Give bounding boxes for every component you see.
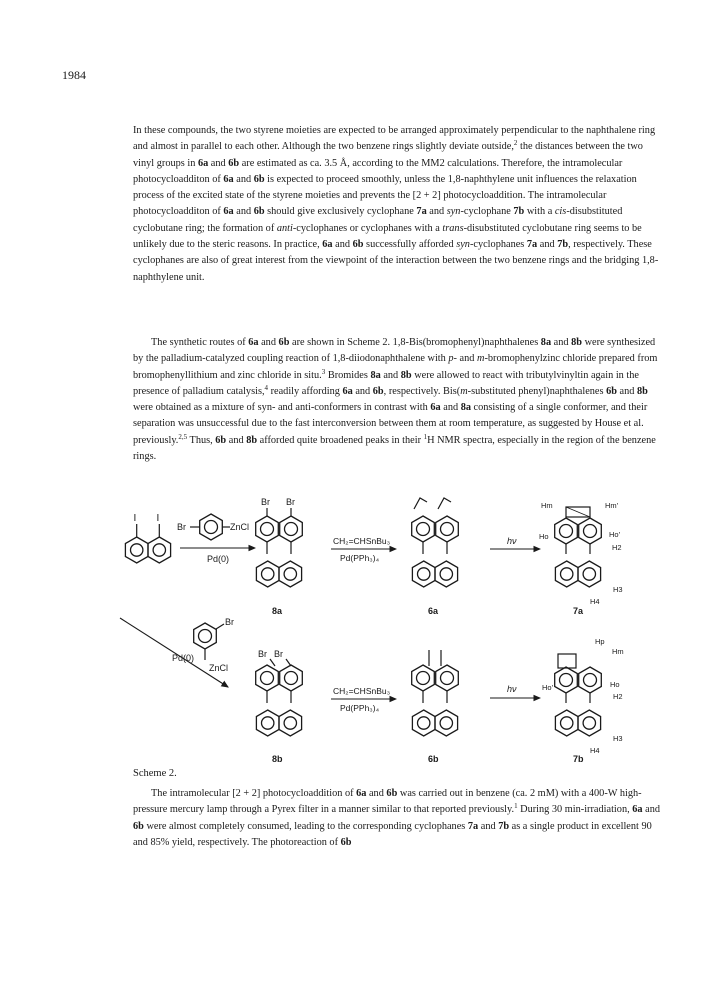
compound-ref: 8b [400, 369, 412, 381]
compound-8a-structure [256, 497, 303, 616]
reference-superscript: 1 [423, 432, 428, 441]
7a-h-h2: H2 [612, 543, 622, 552]
compound-8b-structure [256, 649, 303, 764]
reference-superscript: 4 [264, 383, 269, 392]
compound-7b-structure [542, 637, 624, 764]
page-number: 1984 [62, 68, 86, 82]
scheme-2-figure [110, 494, 670, 766]
text-run: The intramolecular [2 + 2] photocycloaddition of [151, 788, 357, 799]
7b-h-h3: H3 [613, 734, 623, 743]
text-run: -cyclophane [460, 206, 514, 218]
italic-term: syn [456, 239, 470, 251]
compound-ref: 8b [636, 385, 648, 397]
text-run: were allowed to react with tributylvinyltin again in the presence of palladium catalysis, [133, 369, 639, 397]
7a-h-ho-prime: Ho' [609, 530, 621, 539]
text-run: and [380, 369, 401, 381]
text-run: is expected to proceed smoothly, unless the 1,8-naphthylene unit influences the relaxation process of the excited state of the styrene moieties and prevents the [2 + 2] photocycloaddition. The intramolecular photocycloadditon of [133, 173, 637, 218]
compound-ref: 8a [540, 337, 552, 348]
7a-h-h4: H4 [590, 597, 600, 606]
text-run: In these compounds, the two styrene moieties are expected to be arranged approximately perpendicular to the naphthalene ring and almost in parallel to each other. Although the two benzene rings slightly deviate outside, [133, 125, 656, 153]
text-run: were obtained as a mixture of syn- and anti-conformers in contrast with [133, 402, 431, 414]
italic-term: cis [554, 206, 567, 218]
italic-term: syn [446, 206, 461, 218]
8a-br-label-2: Br [286, 497, 295, 507]
compound-label-8b: 8b [272, 754, 283, 764]
7b-h-ho-prime: Ho' [542, 683, 554, 692]
paragraph-1-text [133, 123, 661, 286]
m-bromophenylzinc-reagent [194, 617, 234, 673]
italic-term: m [460, 385, 468, 397]
compound-ref: 6a [342, 385, 353, 397]
text-run: were almost completely consumed, leading to the corresponding cyclophanes [143, 820, 468, 832]
compound-ref: 7b [498, 820, 510, 832]
text-run: should give exclusively cyclophane [264, 206, 417, 218]
reference-superscript: 3 [321, 367, 326, 376]
text-run: and [537, 239, 558, 251]
compound-ref: 6b [340, 836, 352, 848]
compound-label-7a: 7a [573, 606, 584, 616]
diiodonaphthalene-structure [125, 513, 170, 563]
meta-zncl-label: ZnCl [209, 663, 229, 673]
catalyst-pd0-top: Pd(0) [207, 554, 230, 564]
compound-ref: 6b [228, 157, 240, 169]
vinyl-reagent-top: CH₂=CHSnBu₃ [333, 536, 391, 546]
paragraph-3 [133, 786, 661, 851]
text-run: successfully afforded [363, 239, 457, 251]
7a-h-hm-prime: Hm' [605, 501, 619, 510]
text-run: are estimated as ca. 3.5 Å, according to the MM2 calculations. Therefore, the intramolecular photocycloadditon of [133, 157, 623, 185]
compound-ref: 6a [223, 173, 234, 185]
text-run: and [440, 402, 461, 414]
text-run: and [352, 385, 373, 397]
7b-h-hm: Hm [612, 647, 624, 656]
text-run: was carried out in benzene (ca. 2 mM) with a 400-W high-pressure mercury lamp through a Pyrex filter in a manner similar to that reported previously. [133, 788, 642, 816]
text-run: -disubstituted cyclobutane ring; the formation of [133, 206, 623, 234]
text-run: -cyclophanes or cyclophanes with a [292, 222, 443, 234]
compound-ref: 7a [416, 206, 427, 218]
8a-br-label-1: Br [261, 497, 270, 507]
text-run: and [551, 337, 572, 348]
text-run: and [226, 434, 247, 446]
compound-ref: 6a [223, 206, 234, 218]
compound-ref: 6a [322, 239, 333, 251]
text-run: and [258, 337, 279, 348]
compound-ref: 6b [133, 820, 144, 832]
text-run: were synthesized by the palladium-catalyzed coupling reaction of 1,8-diiodonaphthalene with [133, 337, 656, 365]
italic-term: trans [442, 222, 464, 234]
compound-ref: 6a [197, 157, 209, 169]
compound-ref: 8a [370, 369, 381, 381]
8b-br-label-2: Br [274, 649, 283, 659]
text-run: and [332, 239, 353, 251]
compound-label-6b: 6b [428, 754, 439, 764]
text-run: and [233, 173, 254, 185]
text-run: -disubstituted cyclobutane ring seems to be unlikely due to the steric reasons. In practice, [133, 222, 642, 251]
reagent-zncl-label: ZnCl [230, 522, 250, 532]
text-run: H NMR spectra, especially in the region of the benzene rings. [133, 434, 656, 463]
text-run: During 30 min-irradiation, [517, 804, 633, 816]
7b-h-hp: Hp [595, 637, 605, 646]
text-run: and [426, 206, 447, 218]
text-run: , respectively. Bis( [383, 385, 461, 397]
7a-h-h3: H3 [613, 585, 623, 594]
text-run: and [616, 385, 637, 397]
compound-ref: 6b [253, 206, 265, 218]
text-run: and [642, 804, 660, 816]
text-run: - and [453, 353, 477, 365]
compound-ref: 6b [372, 385, 384, 397]
vinyl-catalyst-bottom: Pd(PPh₃)₄ [340, 703, 380, 713]
reference-superscript: 2,5 [178, 432, 188, 441]
text-run: the distances between the two vinyl groups in [133, 141, 643, 169]
compound-label-7b: 7b [573, 754, 584, 764]
compound-label-6a: 6a [428, 606, 439, 616]
text-run: as a single product in excellent 90 and 85% yield, respectively. The photoreaction of [133, 820, 652, 848]
paragraph-1 [133, 123, 661, 286]
text-run: , respectively. These cyclophanes are also of great interest from the viewpoint of the interaction between the two benzene rings and the bridging 1,8-naphthylene unit. [133, 239, 659, 283]
text-run: are shown in Scheme 2. 1,8-Bis(bromophenyl)naphthalenes [289, 337, 541, 348]
text-run: and [208, 157, 229, 169]
compound-ref: 7b [513, 206, 525, 218]
compound-ref: 8b [571, 337, 582, 348]
italic-term: m [477, 353, 485, 365]
vinyl-catalyst-top: Pd(PPh₃)₄ [340, 553, 380, 563]
text-run: and [233, 206, 254, 218]
scheme-caption: Scheme 2. [133, 768, 177, 779]
text-run: Bromides [325, 369, 371, 381]
compound-ref: 7a [526, 239, 538, 251]
catalyst-pd0-diag: Pd(0) [172, 653, 195, 663]
compound-ref: 8b [246, 434, 258, 446]
reference-superscript: 2 [513, 139, 518, 148]
compound-6b-structure [412, 650, 459, 764]
paragraph-2 [133, 335, 661, 465]
compound-6a-structure [412, 498, 459, 616]
paragraph-2-text [133, 335, 661, 465]
compound-ref: 6b [386, 788, 398, 799]
text-run: -substituted phenyl)naphthalenes [467, 385, 607, 397]
text-run: afforded quite broadened peaks in their [257, 434, 424, 446]
meta-br-label: Br [225, 617, 234, 627]
text-run: The synthetic routes of [151, 337, 249, 348]
compound-ref: 6b [253, 173, 265, 185]
compound-ref: 6b [215, 434, 227, 446]
7a-h-ho: Ho [539, 532, 549, 541]
compound-ref: 6a [632, 804, 643, 816]
compound-ref: 6a [248, 337, 259, 348]
text-run: readily affording [268, 385, 343, 397]
compound-ref: 7b [557, 239, 569, 251]
compound-ref: 6b [352, 239, 364, 251]
7a-h-hm: Hm [541, 501, 553, 510]
7b-h-ho: Ho [610, 680, 620, 689]
text-run: -bromophenylzinc chloride prepared from bromophenyllithium and zinc chloride in situ. [133, 353, 658, 381]
italic-term: p [448, 353, 454, 365]
compound-ref: 8a [460, 402, 471, 414]
compound-label-8a: 8a [272, 606, 283, 616]
iodo-label-2: I [156, 513, 160, 524]
compound-ref: 6b [606, 385, 617, 397]
reagent-br-label: Br [177, 522, 186, 532]
text-run: and [478, 820, 499, 832]
7b-h-h4: H4 [590, 746, 600, 755]
p-bromophenylzinc-reagent [177, 514, 249, 540]
text-run: Thus, [187, 434, 216, 446]
compound-ref: 6a [430, 402, 441, 414]
hv-label-top: hν [507, 536, 517, 546]
text-run: consisting of a single conformer, and their separation was unsuccessful due to the fast interconversion between them at room temperature, as suggested by House et al. previously. [133, 402, 648, 446]
iodo-label-1: I [133, 513, 137, 524]
compound-ref: 6b [278, 337, 290, 348]
hv-label-bottom: hν [507, 684, 517, 694]
compound-7a-structure [539, 501, 623, 616]
text-run: -cyclophanes [469, 239, 527, 251]
compound-ref: 6a [356, 788, 367, 799]
reference-superscript: 1 [514, 802, 518, 811]
vinyl-reagent-bottom: CH₂=CHSnBu₃ [333, 686, 391, 696]
text-run: and [366, 788, 387, 799]
paragraph-3-text [133, 786, 661, 851]
compound-ref: 7a [467, 820, 479, 832]
text-run: with a [524, 206, 555, 218]
8b-br-label-1: Br [258, 649, 267, 659]
7b-h-h2: H2 [613, 692, 623, 701]
italic-term: anti [276, 222, 293, 234]
